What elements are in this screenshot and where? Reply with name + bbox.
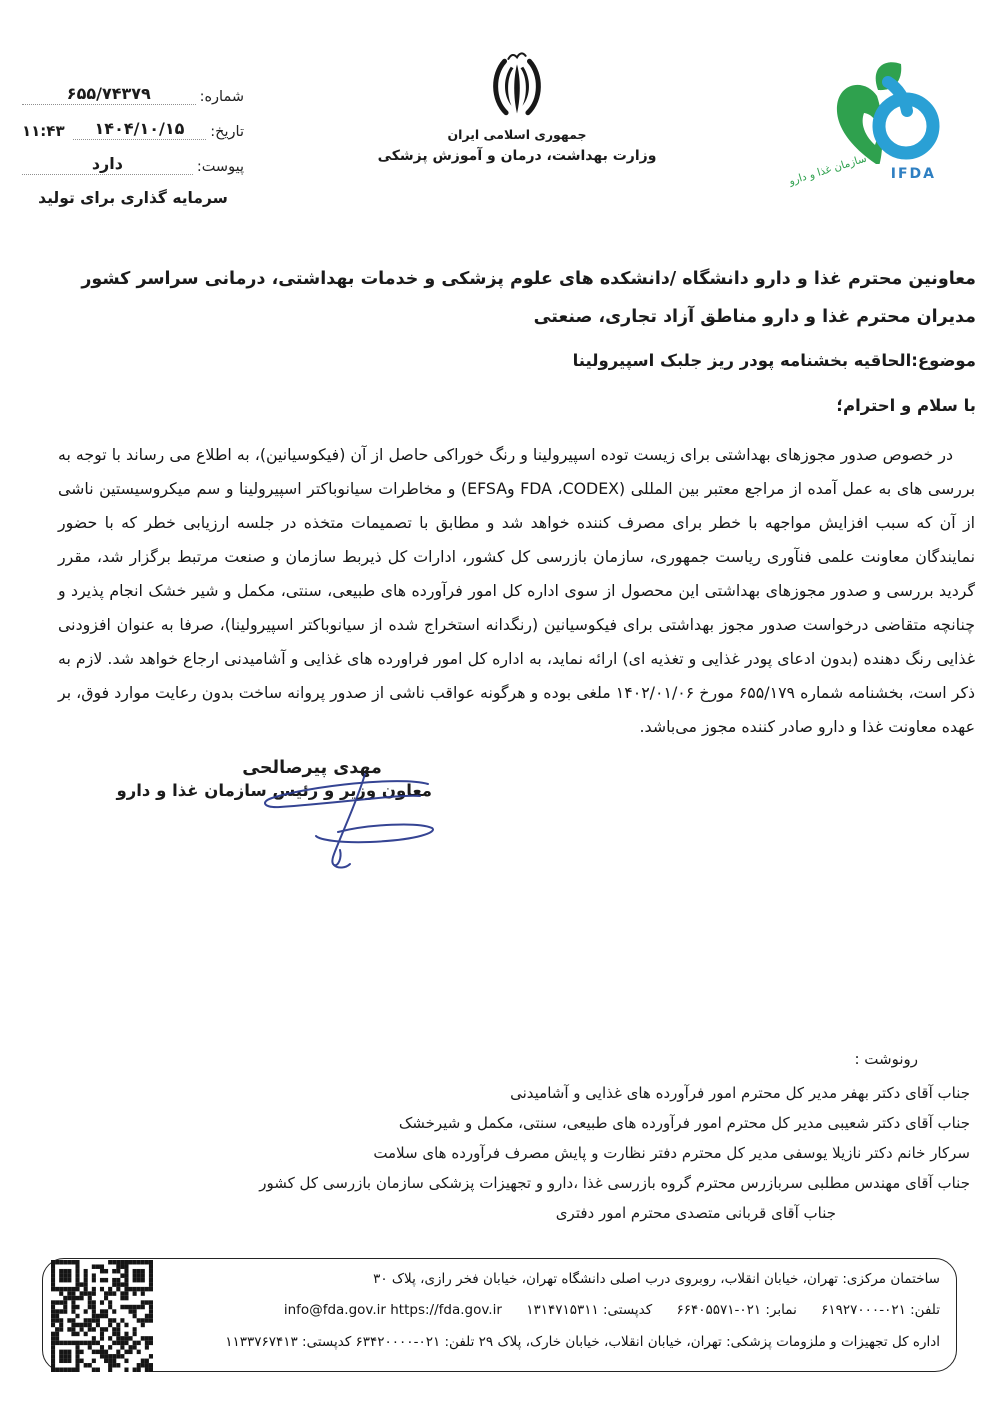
ifda-logo-icon bbox=[828, 56, 940, 164]
date-value: ۱۴۰۴/۱۰/۱۵ bbox=[73, 119, 207, 140]
attachment-label: پیوست: bbox=[196, 159, 244, 175]
footer-contact-line bbox=[173, 1302, 940, 1318]
footer-email: info@fda.gov.ir bbox=[283, 1302, 386, 1318]
footer-postal-code: کدپستی: ۱۳۱۴۷۱۵۳۱۱ bbox=[526, 1302, 653, 1318]
letter-meta-block bbox=[22, 84, 244, 207]
number-label: شماره: bbox=[199, 89, 244, 105]
time-value: ۱۱:۴۳ bbox=[22, 122, 65, 140]
recipient-line: مدیران محترم غذا و دارو مناطق آزاد تجاری، صنعتی bbox=[533, 307, 976, 327]
cc-item: جناب آقای قربانی متصدی محترم امور دفتری bbox=[555, 1204, 836, 1222]
emblem-country-line: جمهوری اسلامی ایران bbox=[447, 127, 587, 142]
recipient-line: معاونین محترم غذا و دارو دانشگاه /دانشکده های علوم پزشکی و خدمات بهداشتی، درمانی سراسر کشور bbox=[81, 269, 976, 289]
cc-item: جناب آقای دکتر شعیبی مدیر کل محترم امور فرآورده های طبیعی، سنتی، مکمل و شیرخشک bbox=[398, 1114, 970, 1132]
letter-body-paragraph: در خصوص صدور مجوزهای بهداشتی برای زیست توده اسپیرولینا و رنگ خوراکی حاصل از آن (فیکوسیانین)، به اطلاع می رساند با توجه به بررسی های به عمل آمده از مراجع معتبر بین المللی (CODEX،‏ FDA وEFSA) و مخاطرات سیانوباکتر اسپیرولینا و سم میکروسیستین ناشی از آن که سبب افزایش مواجهه با خطر برای مصرف کننده خواهد شد و مطابق با تصمیمات متخذه در جلسه ارزیابی خطر که با حضور نمایندگان معاونت علمی فنآوری ریاست جمهوری، سازمان بازرسی کل کشور، ادارات کل ذیربط سازمان و صنعت مرتبط برگزار شد، مقرر گردید بررسی و صدور مجوزهای بهداشتی این محصول از سوی اداره کل امور فرآورده های طبیعی، سنتی، مکمل و شیر خشک انجام پذیرد و چنانچه متقاضی درخواست صدور مجوز بهداشتی برای فیکوسیانین (رنگدانه استخراج شده از سیانوباکتر اسپیرولینا)، صرفا به عنوان افزودنی غذایی رنگ دهنده (بدون ادعای پودر غذایی و تغذیه ای) ارائه نماید، به اداره کل امور فراورده های غذایی و آشامیدنی ارجاع خواهد شد. لازم به ذکر است، بخشنامه شماره ۶۵۵/۱۷۹ مورخ ۱۴۰۲/۰۱/۰۶ ملغی بوده و هرگونه عواقب ناشی از صدور پروانه ساخت بدون رعایت موارد فوق، بر عهده معاونت غذا و دارو صادر کننده مجوز می‌باشد. bbox=[58, 445, 976, 736]
cc-item: جناب آقای دکتر بهفر مدیر کل محترم امور فرآورده های غذایی و آشامیدنی bbox=[510, 1084, 970, 1102]
emblem-ministry-line: وزارت بهداشت، درمان و آموزش پزشکی bbox=[377, 148, 657, 164]
allah-emblem-icon bbox=[478, 50, 556, 124]
national-emblem bbox=[377, 50, 657, 164]
subject-line: موضوع:الحاقیه بخشنامه پودر ریز جلبک اسپیرولینا bbox=[572, 351, 976, 370]
letter-number-row bbox=[22, 84, 244, 105]
footer-website: https://fda.gov.ir bbox=[390, 1302, 502, 1318]
letter-date-row bbox=[22, 119, 244, 140]
date-label: تاریخ: bbox=[210, 124, 244, 140]
cc-item: جناب آقای مهندس مطلبی سربازرس محترم گروه بازرسی غذا ،دارو و تجهیزات پزشکی سازمان بازرسی کل کشور bbox=[259, 1174, 970, 1192]
footer-phone: تلفن: ۰۲۱-۶۱۹۲۷۰۰۰ bbox=[821, 1302, 940, 1318]
footer-contact-box bbox=[42, 1258, 957, 1372]
attachment-value: دارد bbox=[22, 154, 193, 175]
cc-section bbox=[24, 1050, 976, 1234]
footer-equipment-office-line: اداره کل تجهیزات و ملزومات پزشکی: تهران، خیابان انقلاب، خیابان خارک، پلاک ۲۹ تلفن: ۰۲۱-۶۳۴۲۰۰۰۰ کدپستی: ۱۱۳۳۷۶۷۴۱۳ bbox=[225, 1334, 940, 1350]
recipient-block bbox=[24, 264, 976, 340]
slogan-text: سرمایه گذاری برای تولید bbox=[38, 189, 228, 207]
salutation-line: با سلام و احترام؛ bbox=[836, 396, 976, 415]
signature-block bbox=[116, 758, 432, 800]
cc-item: سرکار خانم دکتر نازیلا یوسفی مدیر کل محترم دفتر نظارت و پایش مصرف فرآورده های سلامت bbox=[373, 1144, 970, 1162]
number-value: ۶۵۵/۷۴۳۷۹ bbox=[22, 84, 196, 105]
cc-label: رونوشت : bbox=[854, 1050, 918, 1068]
ifda-org-name: سازمان غذا و دارو bbox=[787, 152, 868, 188]
ifda-acronym: IFDA bbox=[890, 166, 936, 182]
footer-fax: نمابر: ۰۲۱-۶۶۴۰۵۵۷۱ bbox=[676, 1302, 797, 1318]
qr-code bbox=[51, 1260, 153, 1372]
signer-title: معاون وزیر و رئیس سازمان غذا و دارو bbox=[116, 781, 432, 800]
ifda-logo bbox=[787, 56, 940, 206]
footer-address-line: ساختمان مرکزی: تهران، خیابان انقلاب، روبروی درب اصلی دانشگاه تهران، خیابان فخر رازی، پلاک ۳۰ bbox=[373, 1271, 940, 1287]
signer-name: مهدی پیرصالحی bbox=[242, 758, 382, 778]
letter-attachment-row bbox=[22, 154, 244, 175]
